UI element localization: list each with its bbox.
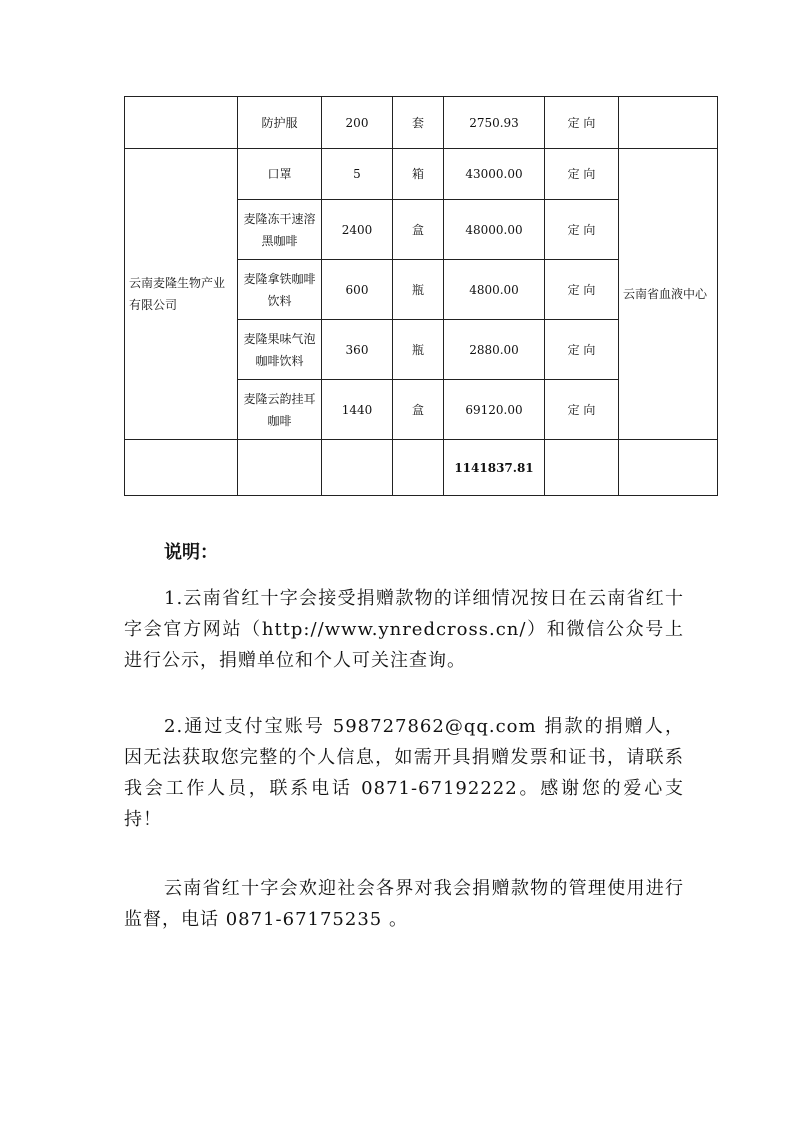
note-paragraph-2: 2.通过支付宝账号 598727862@qq.com 捐款的捐赠人，因无法获取您完整的个人信息，如需开具捐赠发票和证书，请联系我会工作人员，联系电话 0871-67192222。感谢您的爱心支持！: [124, 716, 684, 830]
empty-cell: [393, 440, 444, 496]
quantity-cell: 1440: [322, 380, 393, 440]
quantity-cell: 5: [322, 149, 393, 200]
empty-cell: [545, 440, 619, 496]
amount-cell: 69120.00: [444, 380, 545, 440]
amount-cell: 4800.00: [444, 260, 545, 320]
item-cell: 麦隆果味气泡咖啡饮料: [238, 320, 322, 380]
total-amount-cell: 1141837.81: [444, 440, 545, 496]
unit-cell: 盒: [393, 200, 444, 260]
unit-cell: 套: [393, 97, 444, 149]
use-cell: 定 向: [545, 200, 619, 260]
quantity-cell: 200: [322, 97, 393, 149]
amount-cell: 43000.00: [444, 149, 545, 200]
table-row: [125, 97, 718, 149]
table-total-row: [125, 440, 718, 496]
item-cell: 防护服: [238, 97, 322, 149]
amount-cell: 2750.93: [444, 97, 545, 149]
empty-cell: [238, 440, 322, 496]
item-cell: 麦隆冻干速溶黑咖啡: [238, 200, 322, 260]
amount-cell: 2880.00: [444, 320, 545, 380]
use-cell: 定 向: [545, 260, 619, 320]
donor-cell: 云南麦隆生物产业有限公司: [125, 149, 238, 440]
empty-cell: [125, 440, 238, 496]
use-cell: 定 向: [545, 320, 619, 380]
donation-table: [124, 96, 718, 496]
empty-cell: [322, 440, 393, 496]
unit-cell: 盒: [393, 380, 444, 440]
use-cell: 定 向: [545, 380, 619, 440]
recipient-cell: 云南省血液中心: [619, 149, 718, 440]
item-cell: 麦隆拿铁咖啡饮料: [238, 260, 322, 320]
quantity-cell: 2400: [322, 200, 393, 260]
item-cell: 麦隆云韵挂耳咖啡: [238, 380, 322, 440]
quantity-cell: 600: [322, 260, 393, 320]
use-cell: 定 向: [545, 149, 619, 200]
use-cell: 定 向: [545, 97, 619, 149]
note-paragraph-3: 云南省红十字会欢迎社会各界对我会捐赠款物的管理使用进行监督，电话 0871-67175235 。: [124, 878, 684, 930]
recipient-cell: [619, 97, 718, 149]
quantity-cell: 360: [322, 320, 393, 380]
table-row: [125, 149, 718, 200]
unit-cell: 箱: [393, 149, 444, 200]
notes-heading: 说明：: [164, 542, 218, 563]
donor-cell: [125, 97, 238, 149]
unit-cell: 瓶: [393, 320, 444, 380]
unit-cell: 瓶: [393, 260, 444, 320]
item-cell: 口罩: [238, 149, 322, 200]
note-paragraph-1: 1.云南省红十字会接受捐赠款物的详细情况按日在云南省红十字会官方网站（http://www.ynredcross.cn/）和微信公众号上进行公示，捐赠单位和个人可关注查询。: [124, 588, 684, 671]
amount-cell: 48000.00: [444, 200, 545, 260]
empty-cell: [619, 440, 718, 496]
